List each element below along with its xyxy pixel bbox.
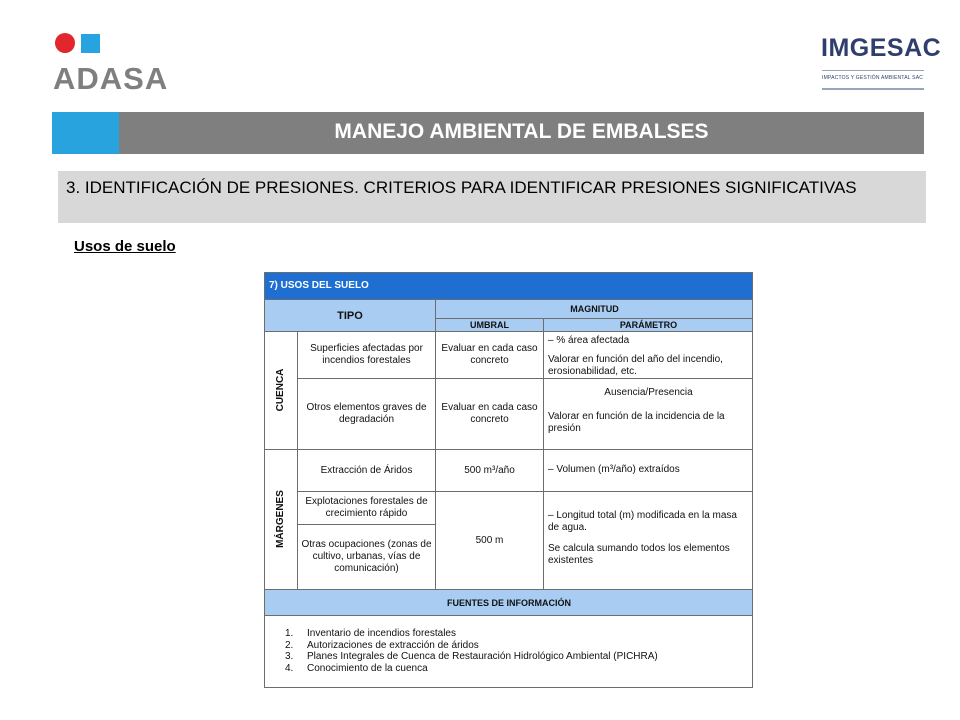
usos-suelo-table — [264, 272, 753, 688]
sources-list — [285, 628, 658, 674]
imgesac-logo — [818, 34, 942, 96]
list-item — [285, 628, 658, 640]
param-text: Ausencia/Presencia — [604, 387, 693, 398]
logo-underline — [822, 88, 924, 90]
row-degradacion-parametro — [543, 378, 753, 449]
row-margen-parametro — [543, 491, 753, 589]
table-title: 7) USOS DEL SUELO — [265, 273, 752, 299]
source-text: Inventario de incendios forestales — [307, 628, 456, 639]
blue-square-icon — [81, 34, 100, 53]
param-text: – % área afectada — [548, 335, 630, 346]
param-text: Valorar en función del año del incendio, erosionabilidad, etc. — [548, 354, 723, 377]
row-margen-umbral: 500 m — [435, 491, 543, 589]
imgesac-tagline: IMPACTOS Y GESTIÓN AMBIENTAL SAC — [822, 75, 924, 81]
row-aridos-parametro — [543, 449, 753, 491]
list-item — [285, 663, 658, 675]
section-heading: 3. IDENTIFICACIÓN DE PRESIONES. CRITERIOS PARA IDENTIFICAR PRESIONES SIGNIFICATIVAS — [66, 178, 857, 197]
header-tipo: TIPO — [265, 299, 435, 331]
section-band — [58, 171, 926, 223]
header-umbral: UMBRAL — [435, 318, 543, 331]
source-num: 2. — [285, 639, 294, 651]
row-degradacion-tipo: Otros elementos graves de degradación — [297, 378, 435, 449]
logo-divider — [822, 70, 924, 71]
list-item — [285, 640, 658, 652]
list-item — [285, 651, 658, 663]
adasa-wordmark: ADASA — [53, 61, 169, 96]
param-text: Valorar en función de la incidencia de la presión — [548, 411, 725, 434]
param-text: – Longitud total (m) modificada en la masa de agua. — [548, 510, 737, 533]
param-text: Se calcula sumando todos los elementos existentes — [548, 543, 730, 566]
row-aridos-tipo: Extracción de Áridos — [297, 449, 435, 491]
source-text: Conocimiento de la cuenca — [307, 662, 428, 674]
header-parametro: PARÁMETRO — [543, 318, 753, 331]
title-bar — [52, 112, 924, 154]
row-incendios-tipo: Superficies afectadas por incendios forestales — [297, 331, 435, 378]
param-text: – Volumen (m³/año) extraídos — [548, 464, 680, 475]
row-explotaciones-tipo: Explotaciones forestales de crecimiento rápido — [297, 491, 435, 524]
source-num: 3. — [285, 651, 294, 662]
subheading: Usos de suelo — [74, 238, 176, 255]
source-num: 1. — [285, 628, 294, 639]
group-label-cuenca: CUENCA — [275, 368, 286, 412]
title-accent-block — [52, 112, 119, 154]
source-text: Planes Integrales de Cuenca de Restauración Hidrológico Ambiental (PICHRA) — [307, 651, 658, 662]
imgesac-wordmark: IMGESAC — [821, 34, 942, 62]
red-dot-icon — [55, 33, 75, 53]
row-aridos-umbral: 500 m³/año — [435, 449, 543, 491]
row-degradacion-umbral: Evaluar en cada caso concreto — [435, 378, 543, 449]
sources-header: FUENTES DE INFORMACIÓN — [265, 589, 753, 615]
group-label-margenes: MÁRGENES — [275, 490, 286, 548]
row-incendios-umbral: Evaluar en cada caso concreto — [435, 331, 543, 378]
source-text: Autorizaciones de extracción de áridos — [307, 639, 479, 651]
row-otras-tipo: Otras ocupaciones (zonas de cultivo, urbanas, vías de comunicación) — [297, 524, 435, 589]
adasa-logo — [53, 31, 173, 95]
header-magnitud: MAGNITUD — [435, 299, 753, 318]
row-incendios-parametro — [543, 331, 753, 378]
slide-title: MANEJO AMBIENTAL DE EMBALSES — [334, 120, 709, 143]
source-num: 4. — [285, 662, 294, 674]
